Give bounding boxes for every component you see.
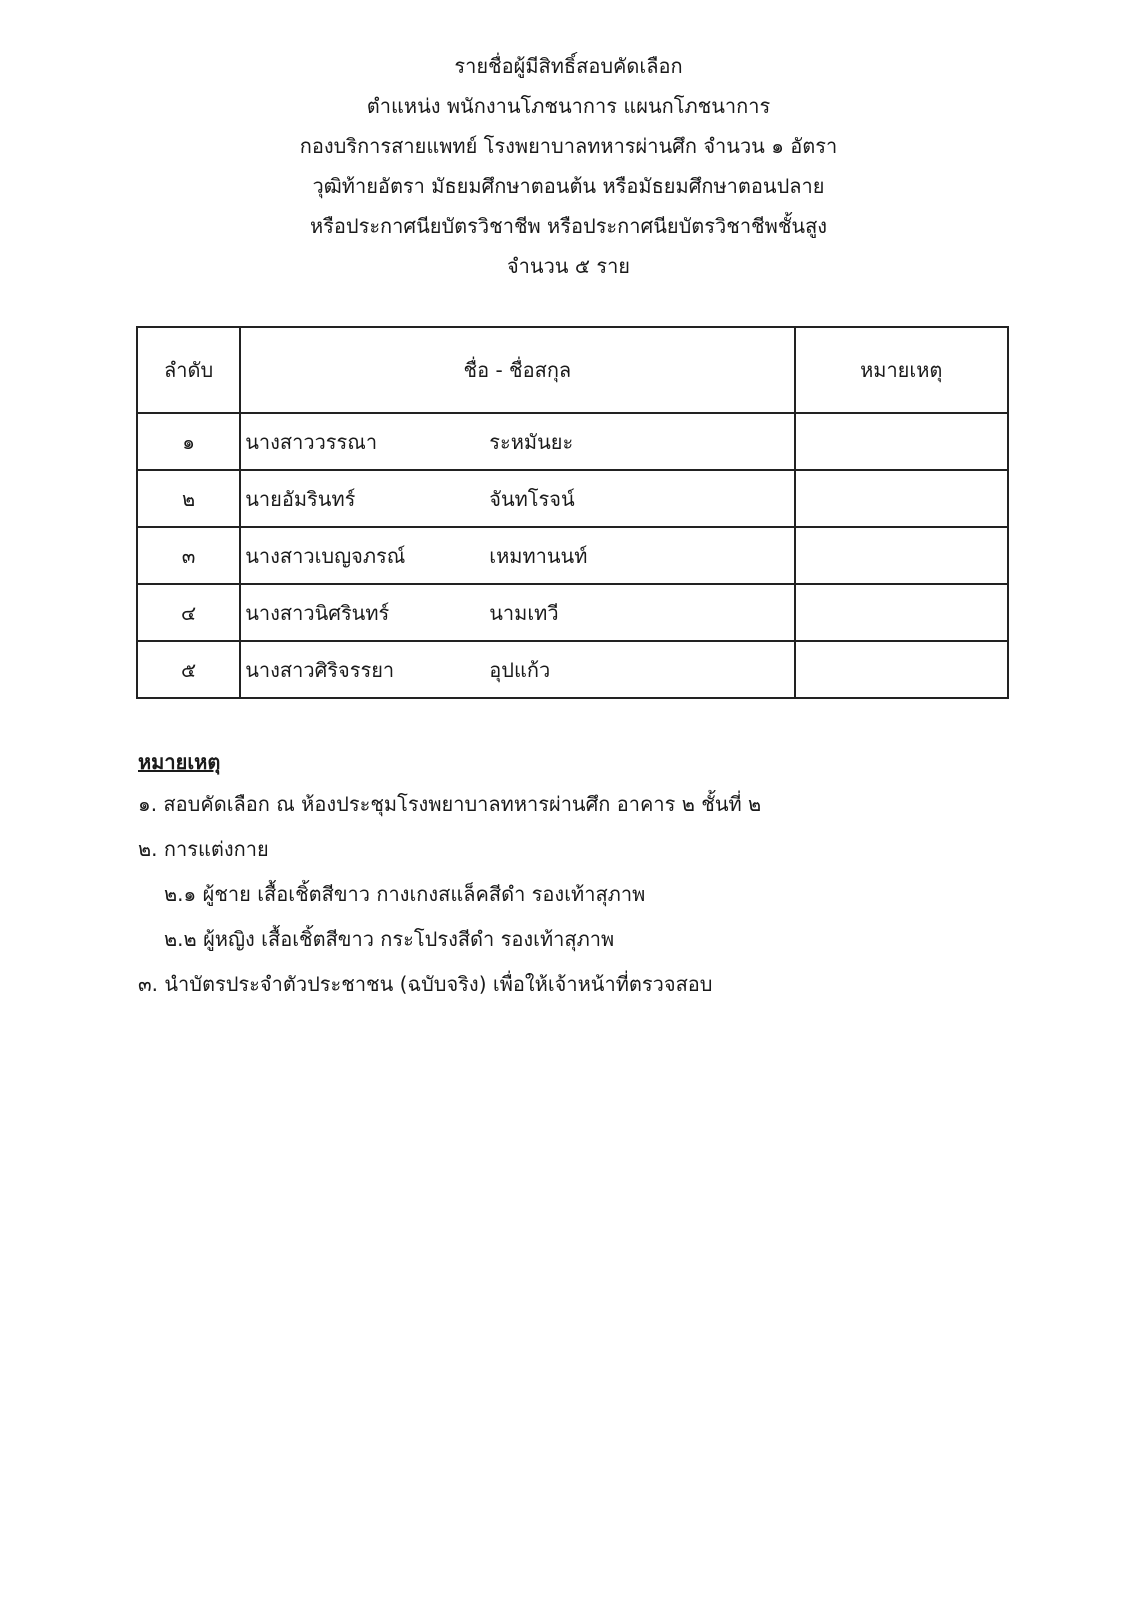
row-last-name: นามเทวี <box>489 600 559 625</box>
header-title: รายชื่อผู้มีสิทธิ์สอบคัดเลือก <box>454 54 683 78</box>
document-header <box>0 46 1137 286</box>
row-last-name: อุปแก้ว <box>489 657 551 682</box>
candidate-table <box>136 326 1009 699</box>
note-item-venue: ๑. สอบคัดเลือก ณ ห้องประชุมโรงพยาบาลทหารผ่านศึก อาคาร ๒ ชั้นที่ ๒ <box>138 792 762 816</box>
header-order: ลำดับ <box>137 327 240 413</box>
notes-section <box>138 742 998 1007</box>
row-remark <box>795 413 1009 470</box>
row-name <box>240 527 794 584</box>
table-row <box>137 584 1008 641</box>
row-name <box>240 413 794 470</box>
header-name: ชื่อ - ชื่อสกุล <box>240 327 794 413</box>
table-row <box>137 527 1008 584</box>
header-count: จำนวน ๕ ราย <box>506 254 631 278</box>
row-remark <box>795 527 1009 584</box>
note-item-dress: ๒. การแต่งกาย <box>138 837 269 861</box>
row-first-name: นางสาวศิริจรรยา <box>245 657 395 682</box>
row-order: ๒ <box>137 470 240 527</box>
table-row <box>137 470 1008 527</box>
row-name <box>240 641 794 698</box>
row-last-name: จันทโรจน์ <box>489 486 575 511</box>
row-remark <box>795 641 1009 698</box>
header-department: กองบริการสายแพทย์ โรงพยาบาลทหารผ่านศึก จำนวน ๑ อัตรา <box>299 134 838 158</box>
header-qualification-cont: หรือประกาศนียบัตรวิชาชีพ หรือประกาศนียบัตรวิชาชีพชั้นสูง <box>309 214 828 238</box>
row-remark <box>795 584 1009 641</box>
row-first-name: นางสาวนิศรินทร์ <box>245 600 390 625</box>
note-item-dress-women: ๒.๒ ผู้หญิง เสื้อเชิ้ตสีขาว กระโปรงสีดำ รองเท้าสุภาพ <box>164 927 615 951</box>
row-order: ๓ <box>137 527 240 584</box>
header-remark: หมายเหตุ <box>795 327 1009 413</box>
row-last-name: เหมทานนท์ <box>489 543 588 568</box>
row-order: ๕ <box>137 641 240 698</box>
row-first-name: นางสาววรรณา <box>245 429 378 454</box>
row-first-name: นายอัมรินทร์ <box>245 486 356 511</box>
note-item-id-card: ๓. นำบัตรประจำตัวประชาชน (ฉบับจริง) เพื่อให้เจ้าหน้าที่ตรวจสอบ <box>138 972 713 996</box>
header-qualification: วุฒิท้ายอัตรา มัธยมศึกษาตอนต้น หรือมัธยมศึกษาตอนปลาย <box>312 174 825 198</box>
row-name <box>240 584 794 641</box>
table-row <box>137 641 1008 698</box>
row-order: ๑ <box>137 413 240 470</box>
table-header-row <box>137 327 1008 413</box>
notes-title: หมายเหตุ <box>138 750 221 774</box>
row-first-name: นางสาวเบญจภรณ์ <box>245 543 406 568</box>
row-remark <box>795 470 1009 527</box>
row-order: ๔ <box>137 584 240 641</box>
row-name <box>240 470 794 527</box>
header-position: ตำแหน่ง พนักงานโภชนาการ แผนกโภชนาการ <box>366 94 771 118</box>
note-item-dress-men: ๒.๑ ผู้ชาย เสื้อเชิ้ตสีขาว กางเกงสแล็คสีดำ รองเท้าสุภาพ <box>164 882 646 906</box>
row-last-name: ระหมันยะ <box>489 429 574 454</box>
table-row <box>137 413 1008 470</box>
